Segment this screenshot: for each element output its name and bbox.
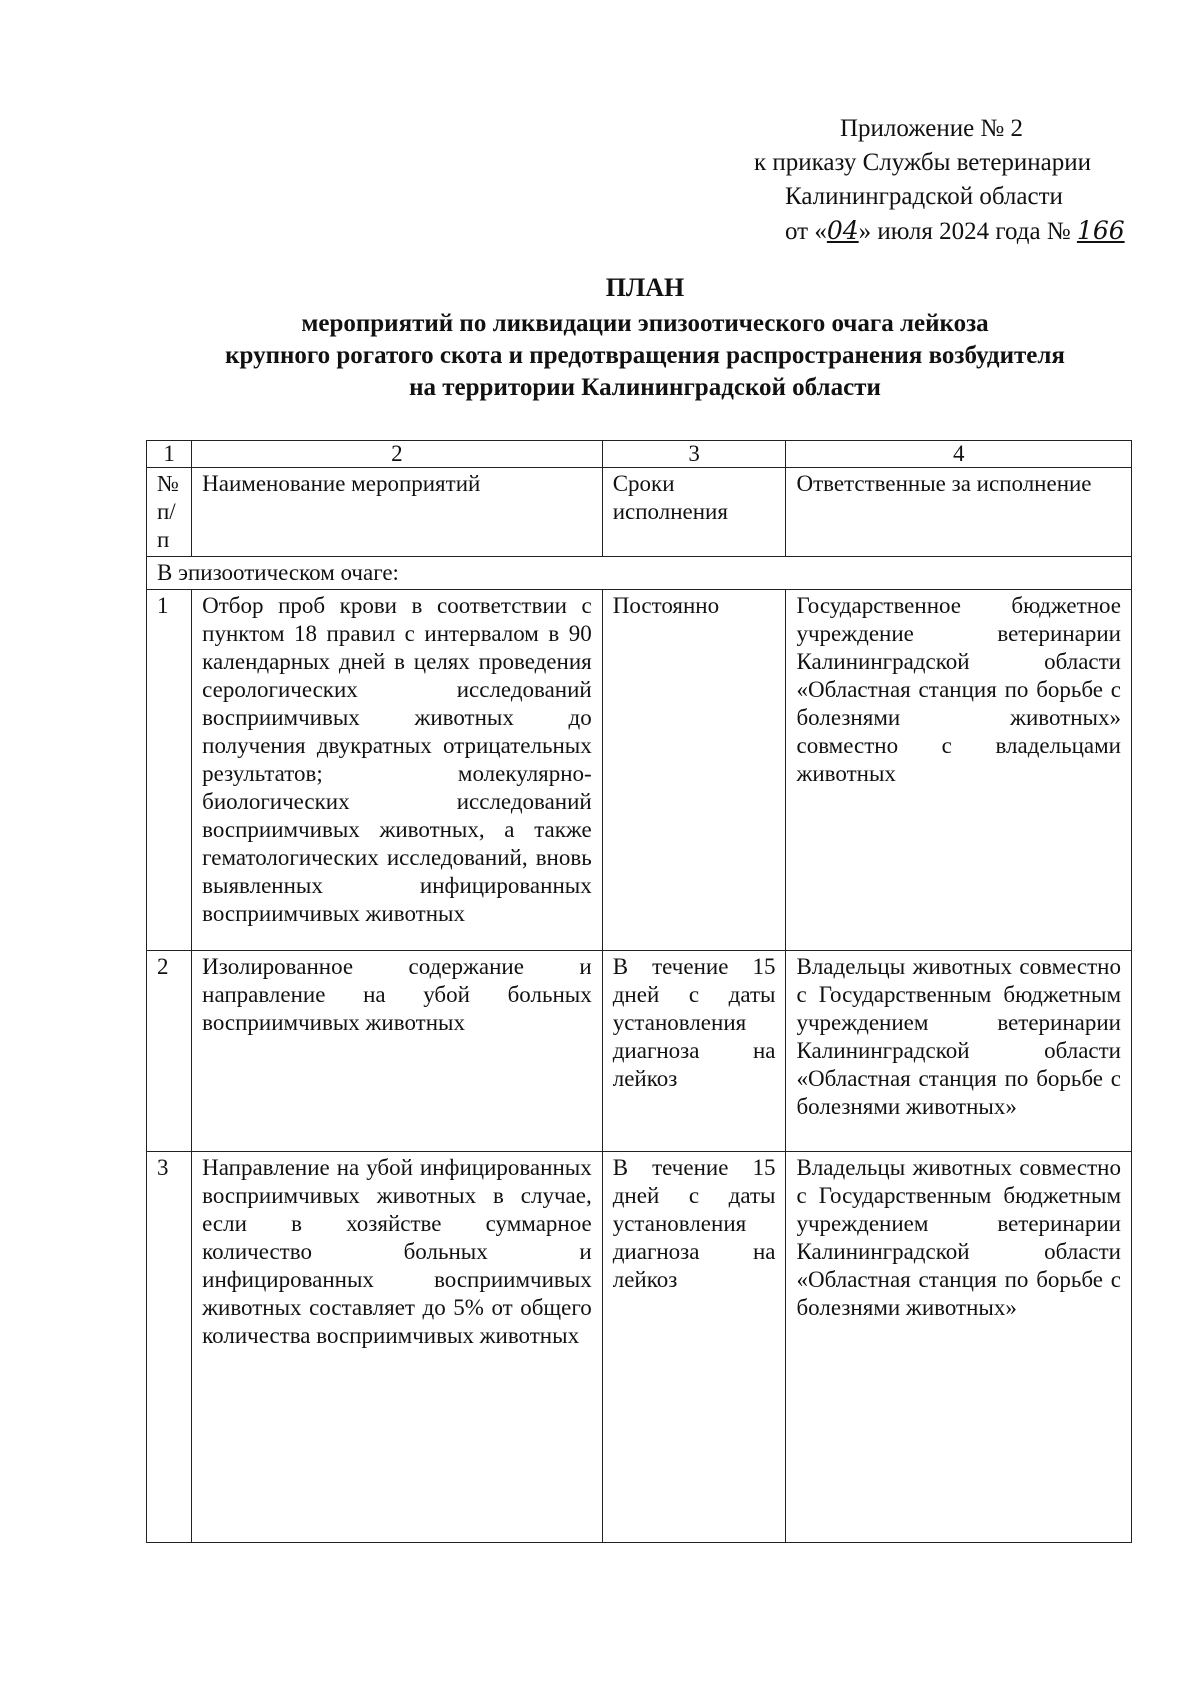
section-label: В эпизоотическом очаге: [147,557,1132,590]
header-num: № п/п [147,468,192,557]
row-measure: Направление на убой инфицированных восприимчивых животных в случае, если в хозяйстве суммарное количество больных и инфицированных восприимчивых животных составляет до 5% от общего количества восприимчивых животных [192,1152,603,1543]
header-responsible: Ответственные за исполнение [786,468,1132,557]
row-number: 1 [147,590,192,951]
column-number-row [147,441,1132,468]
header-row [147,468,1132,557]
column-number: 2 [192,441,603,468]
table-row [147,590,1132,951]
date-prefix: от « [785,218,827,245]
row-terms: Постоянно [602,590,786,951]
row-terms: В течение 15 дней с даты установления диагноза на лейкоз [602,951,786,1152]
row-responsible: Государственное бюджетное учреждение ветеринарии Калининградской области «Областная станция по борьбе с болезнями животных» совместно с владельцами животных [786,590,1132,951]
row-number: 3 [147,1152,192,1543]
annex-date-line [700,214,1160,249]
header-terms: Сроки исполнения [602,468,786,557]
row-number: 2 [147,951,192,1152]
annex-order-ref: к приказу Службы ветеринарии [754,149,1092,176]
table-row [147,951,1132,1152]
date-day-handwritten: 04 [826,216,859,245]
annex-title: Приложение № 2 [840,115,1024,142]
header-name: Наименование мероприятий [192,468,603,557]
column-number: 3 [602,441,786,468]
date-middle: » июля 2024 года № [858,218,1077,245]
row-responsible: Владельцы животных совместно с Государственным бюджетным учреждением ветеринарии Калининградской области «Областная станция по борьбе с болезнями животных» [786,951,1132,1152]
column-number: 4 [786,441,1132,468]
title-line-1: мероприятий по ликвидации эпизоотического очага лейкоза [301,310,989,337]
section-row [147,557,1132,590]
annex-region: Калининградской области [785,183,1063,210]
row-responsible: Владельцы животных совместно с Государственным бюджетным учреждением ветеринарии Калининградской области «Областная станция по борьбе с болезнями животных» [786,1152,1132,1543]
title-main: ПЛАН [605,273,685,302]
row-measure: Изолированное содержание и направление на убой больных восприимчивых животных [192,951,603,1152]
plan-table [146,440,1132,1543]
annex-header [700,112,1160,249]
row-measure: Отбор проб крови в соответствии с пунктом 18 правил с интервалом в 90 календарных дней в целях проведения серологических исследований восприимчивых животных до получения двукратных отрицательных результатов; молекулярно-биологических исследований восприимчивых животных, а также гематологических исследований, вновь выявленных инфицированных восприимчивых животных [192,590,603,951]
title-line-2: крупного рогатого скота и предотвращения распространения возбудителя [225,342,1065,369]
document-title [100,272,1190,404]
column-number: 1 [147,441,192,468]
order-number-handwritten: 166 [1076,216,1125,245]
row-terms: В течение 15 дней с даты установления диагноза на лейкоз [602,1152,786,1543]
title-line-3: на территории Калининградской области [409,374,881,401]
table-row [147,1152,1132,1543]
